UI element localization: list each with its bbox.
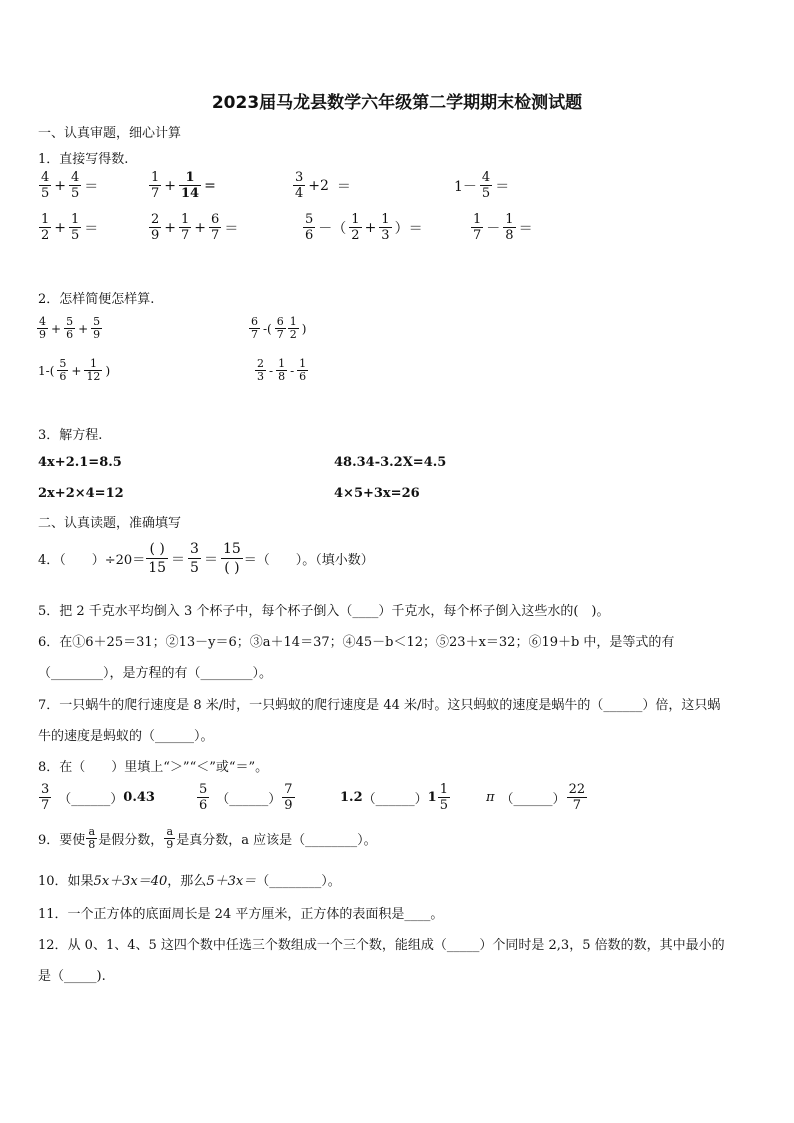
fraction: $\frac{4}{5}$ xyxy=(41,170,50,201)
q2-expr-2: $\frac{6}{7}$ -( $\frac{6}{7}$ $\frac{1}{2}$ ) xyxy=(251,315,307,341)
question-5: 5．把 2 千克水平均倒入 3 个杯子中，每个杯子倒入（____）千克水，每个杯子倒入这些水的( )。 xyxy=(38,604,610,619)
q1-expr-6: $\frac{2}{9}$ + $\frac{1}{7}$ + $\frac{6}{7}$ ＝ xyxy=(151,212,239,243)
fraction: $\frac{1}{3}$ xyxy=(381,212,390,243)
fraction: $\frac{4}{5}$ xyxy=(481,170,491,201)
q2-expr-1: $\frac{4}{9}$ + $\frac{5}{6}$ + $\frac{5}{9}$ xyxy=(39,315,101,341)
question-6-line-1: 6．在①6＋25＝31；②13－y＝6；③a＋14＝37；④45－b＜12；⑤23＋x＝32；⑥19＋b 中，是等式的有 xyxy=(38,635,675,650)
fraction: $\frac{1}{7}$ xyxy=(181,212,190,243)
fraction: $\frac{1}{2}$ xyxy=(41,212,50,243)
q1-expr-2: $\frac{1}{7}$ + $\frac{1}{14}$ = xyxy=(151,170,216,201)
fraction: $\frac{3}{4}$ xyxy=(295,170,304,201)
q1-expr-4: 1－ $\frac{4}{5}$ ＝ xyxy=(454,170,510,201)
fraction: $\frac{2}{9}$ xyxy=(151,212,160,243)
question-3-label: 3．解方程. xyxy=(38,428,103,443)
question-11: 11．一个正方体的底面周长是 24 平方厘米，正方体的表面积是____。 xyxy=(38,907,444,922)
q2-expr-4: $\frac{2}{3}$ - $\frac{1}{8}$ - $\frac{1}{6}$ xyxy=(257,357,307,383)
question-12-line-1: 12．从 0、1、4、5 这四个数中任选三个数组成一个三个数，能组成（_____）个同时是 2,3，5 倍数的数，其中最小的 xyxy=(38,938,725,953)
q8-item-2: $\frac{5}{6}$ （______） $\frac{7}{9}$ xyxy=(199,782,293,813)
question-12-line-2: 是（_____). xyxy=(38,969,106,984)
fraction: $\frac{4}{5}$ xyxy=(71,170,80,201)
question-9: 9．要使 $\frac{a}{8}$ 是假分数， $\frac{a}{9}$ 是真分数，a 应该是（________）。 xyxy=(38,825,377,851)
fraction: $\frac{1}{14}$ xyxy=(181,170,200,201)
question-4: 4．（ ）÷20＝ $\frac{( )}{15}$ ＝ $\frac{3}{5}$ ＝ $\frac{15}{( )}$ ＝（ ）。（填小数） xyxy=(38,541,374,576)
section-heading-2: 二、认真读题，准确填写 xyxy=(38,516,182,531)
question-7-line-2: 牛的速度是蚂蚁的（______）。 xyxy=(38,729,214,744)
fraction: $\frac{6}{7}$ xyxy=(211,212,220,243)
q8-item-1: $\frac{3}{7}$ （______） 0.43 xyxy=(41,782,155,813)
question-10: 10．如果 5x＋3x＝40 ，那么 5＋3x＝ （________）。 xyxy=(38,874,341,889)
q8-item-3: 1.2 （______） 1 $\frac{1}{5}$ xyxy=(340,782,448,813)
q8-item-4: π （______） $\frac{22}{7}$ xyxy=(486,782,586,813)
fraction: $\frac{1}{7}$ xyxy=(151,170,160,201)
q1-expr-5: $\frac{1}{2}$ + $\frac{1}{5}$ ＝ xyxy=(41,212,99,243)
q2-expr-3: 1-( $\frac{5}{6}$ + $\frac{1}{12}$ ) xyxy=(38,357,111,383)
question-8-label: 8．在（ ）里填上“＞”“＜”或“＝”。 xyxy=(38,760,269,775)
q1-expr-1: $\frac{4}{5}$ + $\frac{4}{5}$ ＝ xyxy=(41,170,99,201)
q1-expr-7: $\frac{5}{6}$ －（ $\frac{1}{2}$ + $\frac{1}{3}$ ）＝ xyxy=(305,212,423,243)
fraction: $\frac{1}{5}$ xyxy=(71,212,80,243)
page-title: 2023届马龙县数学六年级第二学期期末检测试题 xyxy=(211,93,583,113)
q1-expr-3: $\frac{3}{4}$ +2 ＝ xyxy=(295,170,351,201)
question-6-line-2: （________），是方程的有（________）。 xyxy=(38,666,273,681)
question-7-line-1: 7．一只蜗牛的爬行速度是 8 米/时，一只蚂蚁的爬行速度是 44 米/时。这只蚂蚁的速度是蜗牛的（______）倍，这只蜗 xyxy=(38,698,721,713)
equation-4: 4×5+3x=26 xyxy=(334,486,420,501)
fraction: $\frac{5}{6}$ xyxy=(305,212,314,243)
q1-expr-8: $\frac{1}{7}$ － $\frac{1}{8}$ ＝ xyxy=(473,212,533,243)
equation-2: 48.34-3.2X=4.5 xyxy=(334,455,447,470)
question-1-label: 1．直接写得数. xyxy=(38,152,129,167)
fraction: $\frac{1}{8}$ xyxy=(505,212,514,243)
equation-1: 4x+2.1=8.5 xyxy=(38,455,122,470)
question-2-label: 2．怎样简便怎样算. xyxy=(38,292,155,307)
fraction: $\frac{1}{7}$ xyxy=(473,212,482,243)
section-heading-1: 一、认真审题，细心计算 xyxy=(38,126,182,141)
equation-3: 2x+2×4=12 xyxy=(38,486,124,501)
fraction: $\frac{1}{2}$ xyxy=(351,212,360,243)
